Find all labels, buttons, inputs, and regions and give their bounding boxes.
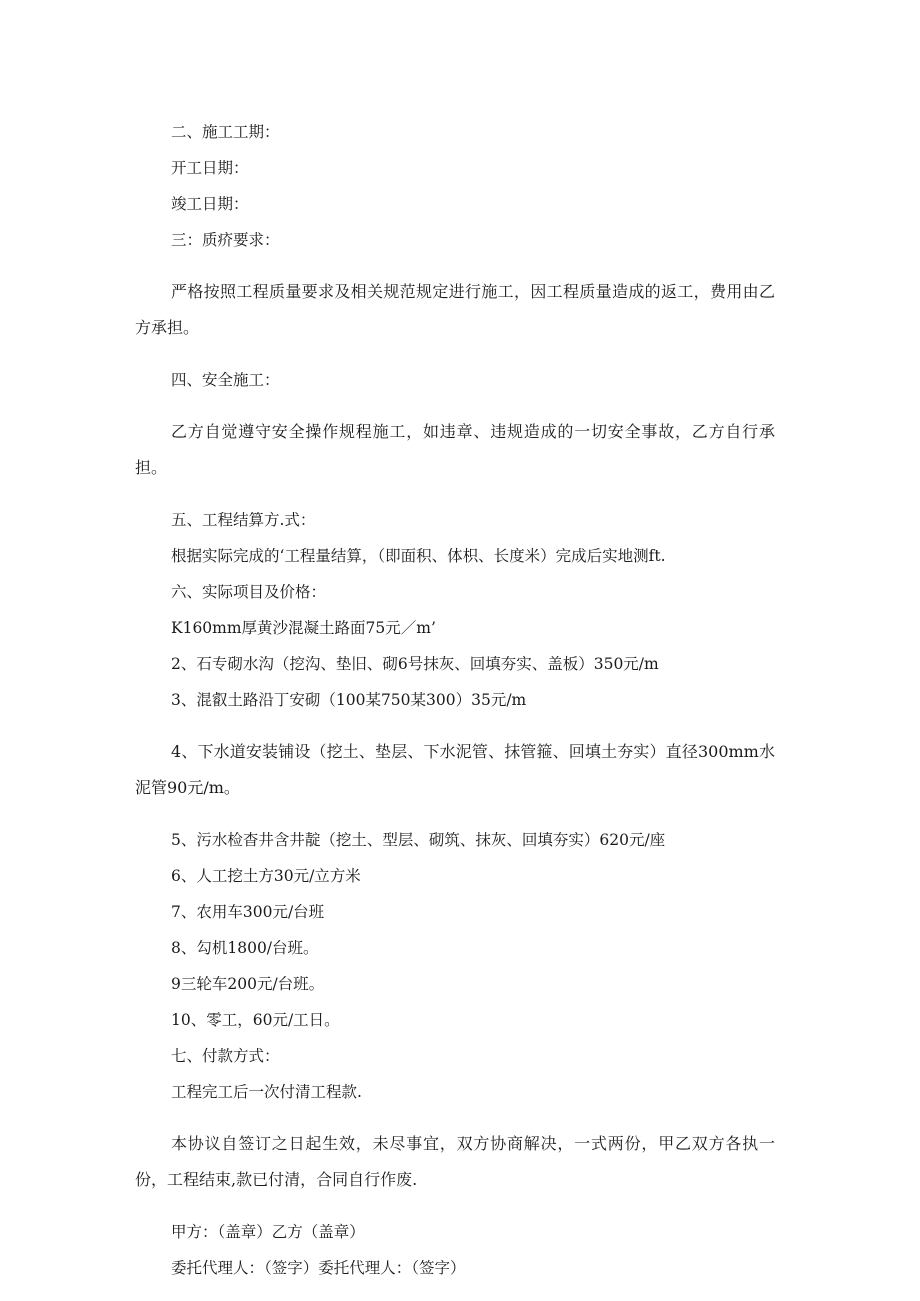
party-seal-line: 甲方：（盖章）乙方（盖章） (171, 1223, 365, 1241)
price-item-4: 4、下水道安装铺设（挖土、垫层、下水泥管、抹管箍、回填土夯实）直径300mm水泥管90元/m。 (135, 742, 775, 797)
price-item-3: 3、混叡土路沿丁安砌（100某750某300）35元/m (171, 691, 527, 709)
price-item-9: 9三轮车200元/台班。 (171, 975, 325, 993)
price-item-8: 8、勾机1800/台班。 (171, 939, 319, 957)
price-item-7: 7、农用车300元/台班 (171, 903, 325, 921)
price-item-1: K160mm厚黄沙混凝土路面75元／m’ (171, 619, 436, 637)
section-heading-construction-period: 二、施工工期： (171, 123, 280, 141)
quality-paragraph: 严格按照工程质量要求及相关规范规定进行施工，因工程质量造成的返工，费用由乙方承担。 (135, 282, 775, 337)
section-heading-quality: 三：质疥要求： (171, 231, 280, 249)
settlement-paragraph: 根据实际完成的‘工程量结算，（即面积、体枳、长度米）完成后实地测ft. (171, 547, 666, 565)
start-date-field: 开工日期： (171, 159, 249, 177)
section-heading-safety: 四、安全施工： (171, 371, 280, 389)
agreement-paragraph: 本协议自签订之日起生效，未尽事宜，双方协商解决，一式两份，甲乙双方各执一份，工程结束,款已付清，合同自行作废. (135, 1134, 775, 1189)
safety-paragraph: 乙方自觉遵守安全操作规程施工，如违章、违规造成的一切安全事故，乙方自行承担。 (135, 422, 775, 477)
section-heading-payment: 七、付款方式： (171, 1047, 280, 1065)
section-heading-settlement: 五、工程结算方.式： (171, 511, 316, 529)
price-item-10: 10、零工，60元/工日。 (171, 1011, 340, 1029)
payment-paragraph: 工程完工后一次付清工程款. (171, 1083, 362, 1101)
price-item-2: 2、石专砌水沟（挖沟、垫旧、砌6号抹灰、回填夯实、盖板）350元/m (171, 655, 659, 673)
price-item-6: 6、人工挖土方30元/立方米 (171, 867, 361, 885)
completion-date-field: 竣工日期： (171, 195, 249, 213)
document-body (135, 114, 775, 1286)
price-item-5: 5、污水检杳井含井靛（挖土、型层、砌筑、抹灰、回填夯实）620元/座 (171, 831, 666, 849)
section-heading-items-prices: 六、实际项目及价格： (171, 583, 327, 601)
agent-signature-line: 委托代理人：（签字）委托代理人：（签字） (171, 1259, 466, 1277)
